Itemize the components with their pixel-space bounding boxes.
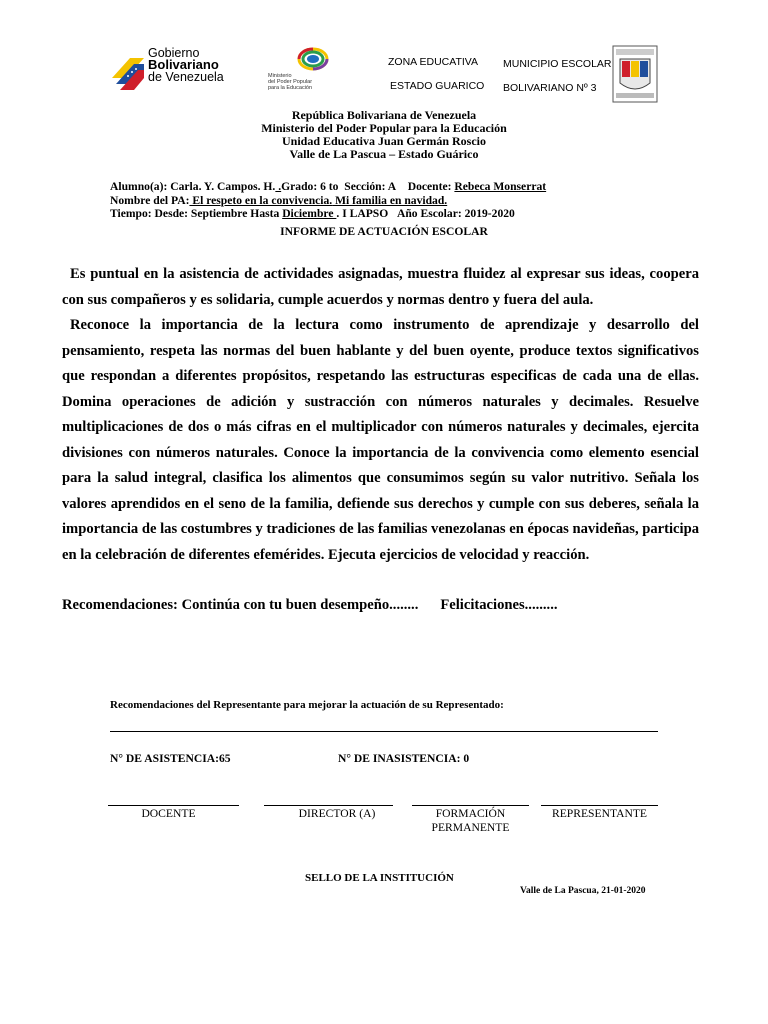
school-crest-icon	[612, 45, 658, 103]
ministerio-line3: para la Educación	[268, 85, 313, 91]
hasta-value: Diciembre	[282, 207, 337, 220]
ministerio-logo-text	[268, 73, 358, 91]
student-line1	[110, 180, 546, 194]
institution-heading	[0, 109, 768, 161]
inasistencia-count: N° DE INASISTENCIA: 0	[338, 752, 470, 765]
lapso: . I LAPSO	[336, 207, 389, 220]
representante-label: Recomendaciones del Representante para mejorar la actuación de su Representado:	[110, 699, 504, 711]
municipio-escolar: MUNICIPIO ESCOLAR	[503, 58, 612, 70]
signature-representante: REPRESENTANTE	[551, 807, 648, 820]
municipio-numero: BOLIVARIANO Nº 3	[503, 82, 597, 94]
report-paragraph-2: Reconoce la importancia de la lectura como instrumento de aprendizaje y desarrollo del pensamiento, respeta las normas del buen hablante y del buen oyente, produce textos significativos que respondan a diferentes propósitos, respetando las estructuras especificas de cada una de ellas. Domina operaciones de adición y sustracción con números naturales y decimales. Resuelve multiplicaciones de dos o más cifras en el multiplicador con números naturales y decimales, ejercita divisiones con números naturales. Conoce la importancia de la convivencia como elemento esencial para la salud integral, clasifica los alimentos que consumimos según su valor nutritivo. Señala los valores aprendidos en el seno de la familia, defiende sus derechos y cumple con sus deberes, señala la importancia de las costumbres y tradiciones de las familias venezolanas en épocas navideñas, participa en la celebración de diferentes efemérides. Ejecuta ejercicios de velocidad y reacción.	[62, 317, 699, 563]
gobierno-line1: Gobierno	[148, 46, 200, 60]
heading-line1: República Bolivariana de Venezuela	[291, 108, 477, 122]
grado: Grado: 6 to	[281, 180, 339, 193]
signature-line-representante	[541, 805, 658, 806]
sello-institucion: SELLO DE LA INSTITUCIÓN	[305, 872, 454, 884]
hasta-label: Hasta	[247, 207, 283, 220]
grado-separator: .	[275, 180, 282, 193]
pa-title-2: Mi familia en navidad.	[332, 193, 448, 207]
report-body	[62, 262, 699, 568]
pa-title-1: El respeto en la convivencia.	[189, 193, 333, 207]
signature-line-formacion	[412, 805, 529, 806]
signature-docente: DOCENTE	[141, 807, 196, 820]
gobierno-logo-text	[148, 47, 224, 83]
report-title: INFORME DE ACTUACIÓN ESCOLAR	[280, 225, 488, 238]
fecha-lugar: Valle de La Pascua, 21-01-2020	[520, 886, 646, 896]
signature-line-docente	[108, 805, 239, 806]
gobierno-line2: Bolivariano	[148, 57, 219, 72]
pa-label: Nombre del PA:	[110, 193, 190, 207]
signature-director: DIRECTOR (A)	[298, 807, 376, 820]
ministerio-line2: del Poder Popular	[268, 79, 313, 85]
docente-label: Docente:	[407, 180, 455, 193]
felicitaciones-text: Felicitaciones.........	[440, 597, 558, 613]
zona-educativa: ZONA EDUCATIVA	[388, 56, 479, 68]
anio-escolar: Año Escolar: 2019-2020	[396, 207, 515, 220]
alumno-label: Alumno(a):	[110, 180, 171, 193]
ministerio-line1: Ministerio	[268, 73, 292, 79]
alumno-name: Carla. Y. Campos. H.	[170, 180, 276, 193]
seccion: Sección: A	[344, 180, 397, 193]
representante-answer-line	[110, 731, 658, 732]
student-line3	[110, 207, 546, 221]
gobierno-line3: de Venezuela	[148, 70, 224, 84]
heading-line2: Ministerio del Poder Popular para la Educación	[261, 121, 507, 135]
report-paragraph-1: Es puntual en la asistencia de actividades asignadas, muestra fluidez al expresar sus ideas, coopera con sus compañeros y es solidaria, cumple acuerdos y normas dentro y fuera del aula.	[62, 266, 699, 308]
docente-name: Rebeca Monserrat	[454, 180, 547, 193]
tiempo-label: Tiempo: Desde: Septiembre	[110, 207, 248, 220]
signature-formacion: FORMACIÓN PERMANENTE	[431, 807, 510, 834]
estado-guarico: ESTADO GUARICO	[390, 80, 485, 92]
heading-line3: Unidad Educativa Juan Germán Roscio	[281, 134, 487, 148]
signature-line-director	[264, 805, 393, 806]
heading-line4: Valle de La Pascua – Estado Guárico	[289, 147, 479, 161]
asistencia-count: N° DE ASISTENCIA:65	[110, 752, 231, 765]
student-info	[110, 180, 546, 221]
recomendaciones	[62, 597, 558, 614]
student-line2	[110, 194, 546, 208]
recomendaciones-text: Recomendaciones: Continúa con tu buen desempeño........	[62, 597, 419, 613]
